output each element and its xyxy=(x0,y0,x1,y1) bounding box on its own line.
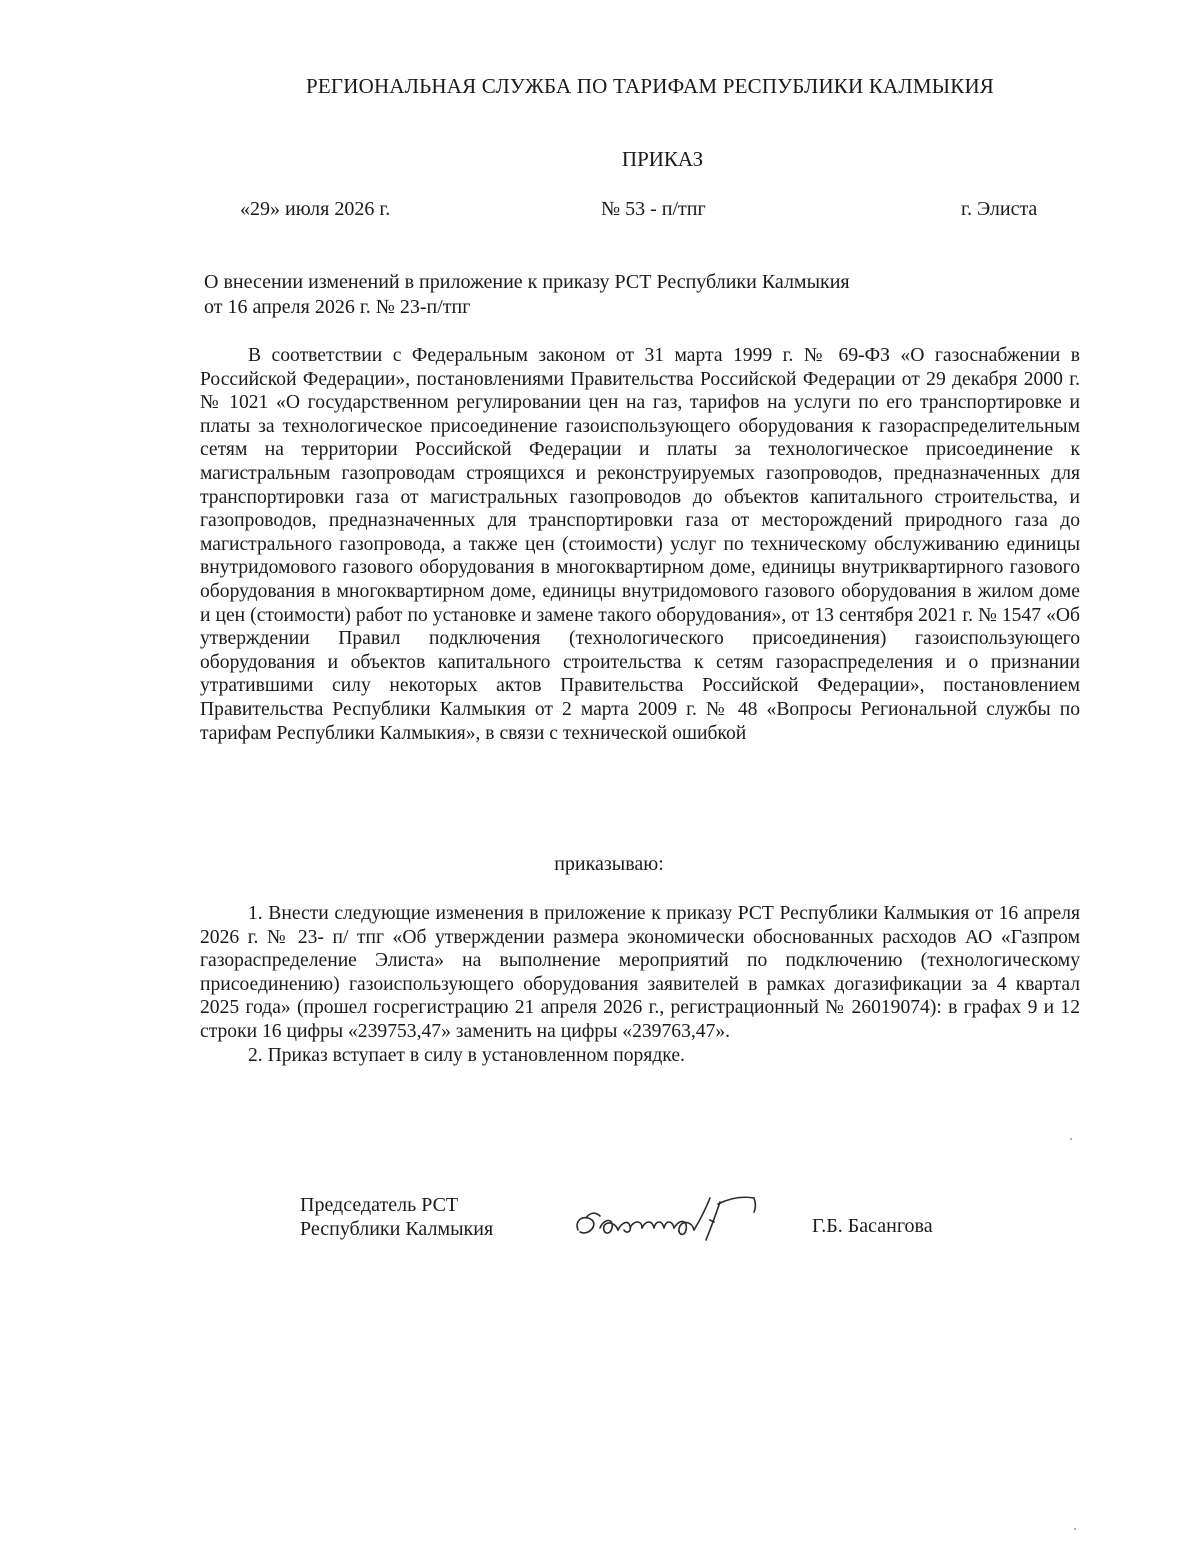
order-subject xyxy=(204,270,964,320)
scan-speck xyxy=(1074,1528,1076,1530)
signer-position xyxy=(300,1193,493,1241)
signer-name: Г.Б. Басангова xyxy=(812,1215,933,1237)
order-items xyxy=(200,902,1080,1067)
order-word: приказываю: xyxy=(554,853,664,875)
subject-line: от 16 апреля 2026 г. № 23-п/тпг xyxy=(204,296,471,318)
document-type: ПРИКАЗ xyxy=(621,147,704,171)
order-number: № 53 - п/тпг xyxy=(601,198,706,220)
order-item: 2. Приказ вступает в силу в установленном порядке. xyxy=(248,1044,685,1066)
agency-name: РЕГИОНАЛЬНАЯ СЛУЖБА ПО ТАРИФАМ РЕСПУБЛИКИ КАЛМЫКИЯ xyxy=(305,74,995,98)
order-item: 1. Внести следующие изменения в приложение к приказу РСТ Республики Калмыкия от 16 апреля 2026 г. № 23- п/ тпг «Об утверждении размера экономически обоснованных расходов АО «Газпром газораспределение Элиста» на выполнение мероприятий по подключению (технологическому присоединению) газоиспользующего оборудования заявителей в рамках догазификации за 4 квартал 2025 года» (прошел госрегистрацию 21 апреля 2026 г., регистрационный № 26019074): в графах 9 и 12 строки 16 цифры «239753,47» заменить на цифры «239763,47». xyxy=(200,903,1080,1042)
order-city: г. Элиста xyxy=(961,198,1038,220)
position-line: Председатель РСТ xyxy=(300,1194,459,1216)
order-date: «29» июля 2026 г. xyxy=(240,198,391,220)
handwritten-signature xyxy=(570,1190,780,1250)
scan-speck xyxy=(1070,1138,1072,1140)
preamble-paragraph: В соответствии с Федеральным законом от 31 марта 1999 г. № 69-ФЗ «О газоснабжении в Российской Федерации», постановлениями Правительства Российской Федерации от 29 декабря 2000 г. № 1021 «О государственном регулировании цен на газ, тарифов на услуги по его транспортировке и платы за технологическое присоединение газоиспользующего оборудования к газораспределительным сетям на территории Российской Федерации и платы за технологическое присоединение к магистральным газопроводам строящихся и реконструируемых газопроводов, предназначенных для транспортировки газа от магистральных газопроводов до объектов капитального строительства, и газопроводов, предназначенных для транспортировки газа от месторождений природного газа до магистрального газопровода, а также цен (стоимости) услуг по техническому обслуживанию единицы внутридомового газового оборудования в многоквартирном доме, единицы внутриквартирного газового оборудования в многоквартирном доме, единицы внутридомового газового оборудования в жилом доме и цен (стоимости) работ по установке и замене такого оборудования», от 13 сентября 2021 г. № 1547 «Об утверждении Правил подключения (технологического присоединения) газоиспользующего оборудования и объектов капитального строительства к сетям газораспределения и о признании утратившими силу некоторых актов Правительства Российской Федерации», постановлением Правительства Республики Калмыкия от 2 марта 2009 г. № 48 «Вопросы Региональной службы по тарифам Республики Калмыкия», в связи с технической ошибкой xyxy=(200,345,1080,744)
subject-line: О внесении изменений в приложение к приказу РСТ Республики Калмыкия xyxy=(204,271,850,293)
position-line: Республики Калмыкия xyxy=(300,1218,494,1240)
